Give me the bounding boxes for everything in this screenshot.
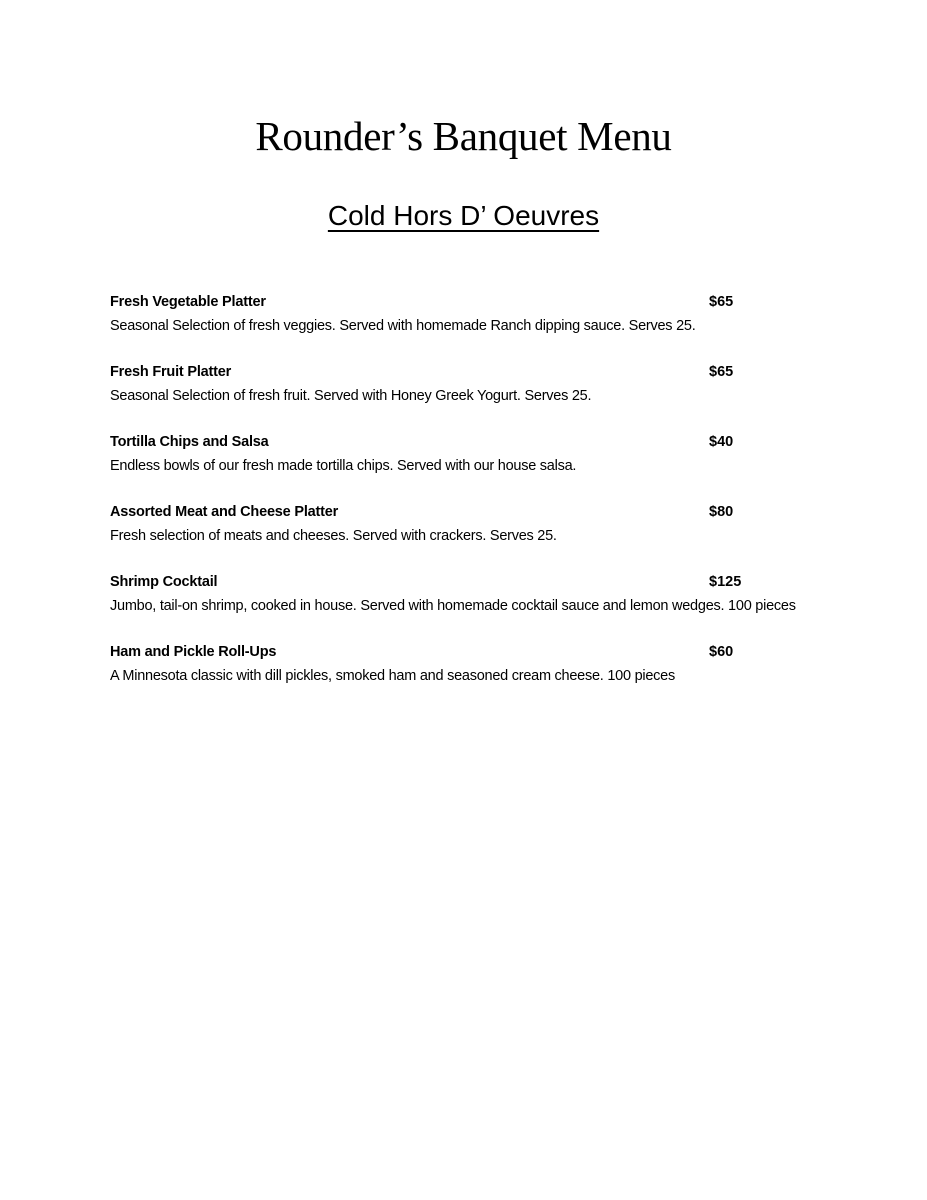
menu-item xyxy=(110,500,830,548)
menu-item xyxy=(110,360,830,408)
menu-item-name: Shrimp Cocktail xyxy=(110,574,218,590)
menu-item-name: Ham and Pickle Roll-Ups xyxy=(110,644,277,660)
menu-item-description: Seasonal Selection of fresh fruit. Served with Honey Greek Yogurt. Serves 25. xyxy=(110,388,592,404)
menu-item-name: Fresh Vegetable Platter xyxy=(110,294,266,310)
menu-item-list xyxy=(110,290,830,710)
menu-item xyxy=(110,640,830,688)
menu-item-price: $125 xyxy=(709,574,742,590)
menu-item xyxy=(110,570,830,618)
menu-item-description: Endless bowls of our fresh made tortilla chips. Served with our house salsa. xyxy=(110,458,577,474)
section-title-text: Cold Hors D’ Oeuvres xyxy=(327,200,600,231)
menu-item-price: $40 xyxy=(709,434,734,450)
menu-item-price: $65 xyxy=(709,294,734,310)
menu-item-description: Seasonal Selection of fresh veggies. Served with homemade Ranch dipping sauce. Serves 25. xyxy=(110,318,696,334)
menu-item-price: $80 xyxy=(709,504,734,520)
menu-item-price: $60 xyxy=(709,644,734,660)
section-title xyxy=(0,198,927,234)
menu-item-name: Assorted Meat and Cheese Platter xyxy=(110,504,339,520)
page-title: Rounder’s Banquet Menu xyxy=(255,113,672,159)
menu-item-description: A Minnesota classic with dill pickles, smoked ham and seasoned cream cheese. 100 pieces xyxy=(110,668,675,684)
menu-item-name: Tortilla Chips and Salsa xyxy=(110,434,269,450)
menu-item-price: $65 xyxy=(709,364,734,380)
menu-item-description: Jumbo, tail-on shrimp, cooked in house. Served with homemade cocktail sauce and lemon wedges. 100 pieces xyxy=(110,598,796,614)
menu-item-description: Fresh selection of meats and cheeses. Served with crackers. Serves 25. xyxy=(110,528,557,544)
menu-item xyxy=(110,430,830,478)
menu-item-name: Fresh Fruit Platter xyxy=(110,364,232,380)
menu-item xyxy=(110,290,830,338)
